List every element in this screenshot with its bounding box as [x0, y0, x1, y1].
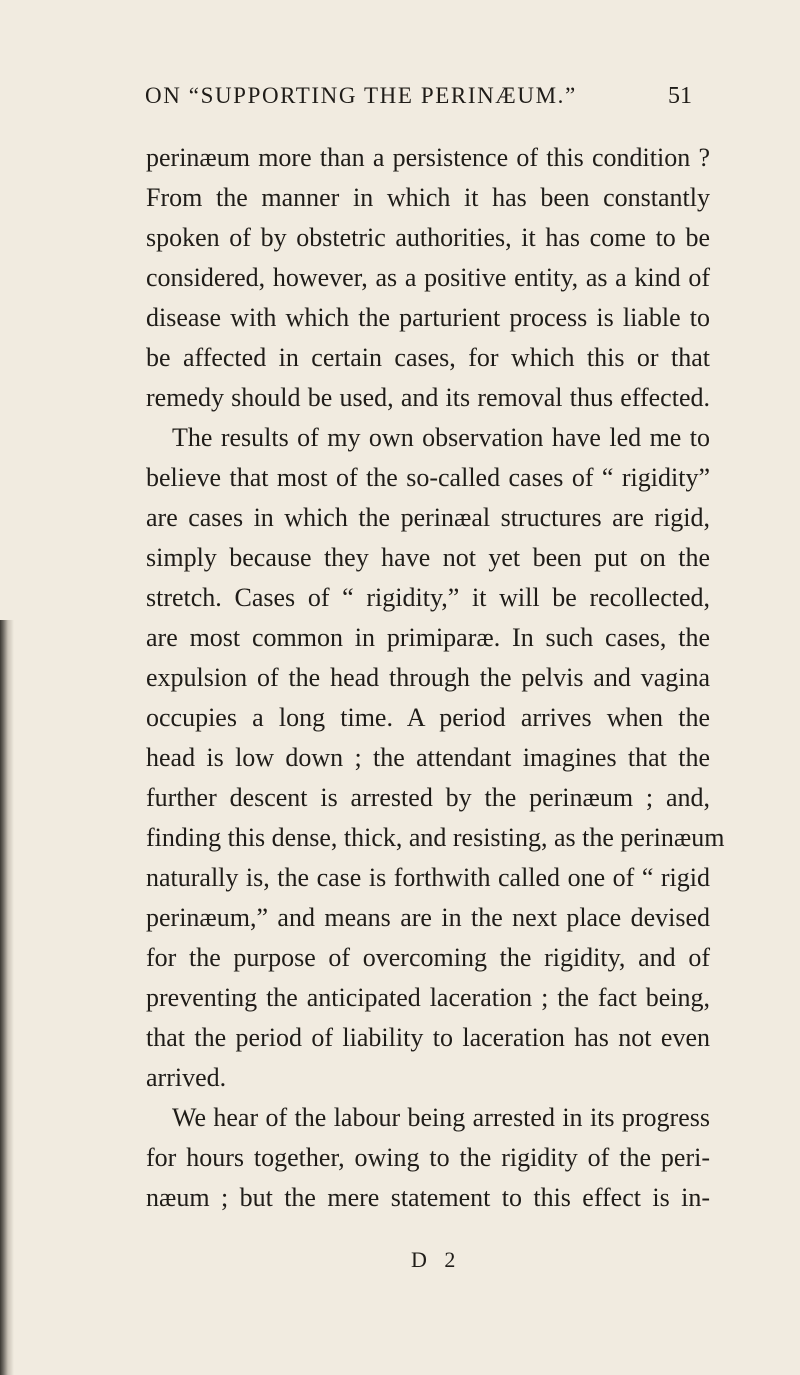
text-line: perinæum,” and means are in the next place devised [146, 903, 710, 932]
text-line: We hear of the labour being arrested in its progress [172, 1103, 710, 1132]
running-title: ON “SUPPORTING THE PERINÆUM.” [145, 83, 577, 108]
text-line: arrived. [146, 1063, 227, 1092]
text-line: spoken of by obstetric authorities, it has come to be [146, 223, 710, 252]
text-line: disease with which the parturient process is liable to [146, 303, 710, 332]
text-line: remedy should be used, and its removal thus effected. [146, 383, 710, 412]
text-line: further descent is arrested by the perinæum ; and, [146, 783, 710, 812]
text-line: head is low down ; the attendant imagines that the [146, 743, 710, 772]
text-line: be affected in certain cases, for which this or that [146, 343, 710, 372]
text-line: are cases in which the perinæal structures are rigid, [146, 503, 710, 532]
text-line: for the purpose of overcoming the rigidity, and of [146, 943, 710, 972]
text-line: perinæum more than a persistence of this condition ? [146, 143, 710, 172]
text-line: simply because they have not yet been put on the [146, 543, 710, 572]
text-line: The results of my own observation have led me to [172, 423, 710, 452]
text-line: for hours together, owing to the rigidity of the peri- [146, 1143, 710, 1172]
text-line: preventing the anticipated laceration ; the fact being, [146, 983, 710, 1012]
page-edge-shadow [0, 620, 14, 1375]
text-line: considered, however, as a positive entity, as a kind of [146, 263, 710, 292]
text-line: believe that most of the so-called cases of “ rigidity” [146, 463, 710, 492]
text-line: stretch. Cases of “ rigidity,” it will be recollected, [146, 583, 710, 612]
text-line: expulsion of the head through the pelvis and vagina [146, 663, 710, 692]
text-line: that the period of liability to laceration has not even [146, 1023, 710, 1052]
text-line: From the manner in which it has been constantly [146, 183, 710, 212]
text-line: occupies a long time. A period arrives when the [146, 703, 710, 732]
page-header [0, 83, 800, 113]
text-line: are most common in primiparæ. In such cases, the [146, 623, 710, 652]
signature-mark: D 2 [411, 1247, 462, 1272]
text-line: finding this dense, thick, and resisting, as the perinæum [146, 823, 725, 852]
text-line: naturally is, the case is forthwith called one of “ rigid [146, 863, 710, 892]
page-number: 51 [668, 83, 692, 109]
text-line: næum ; but the mere statement to this effect is in- [146, 1183, 710, 1212]
